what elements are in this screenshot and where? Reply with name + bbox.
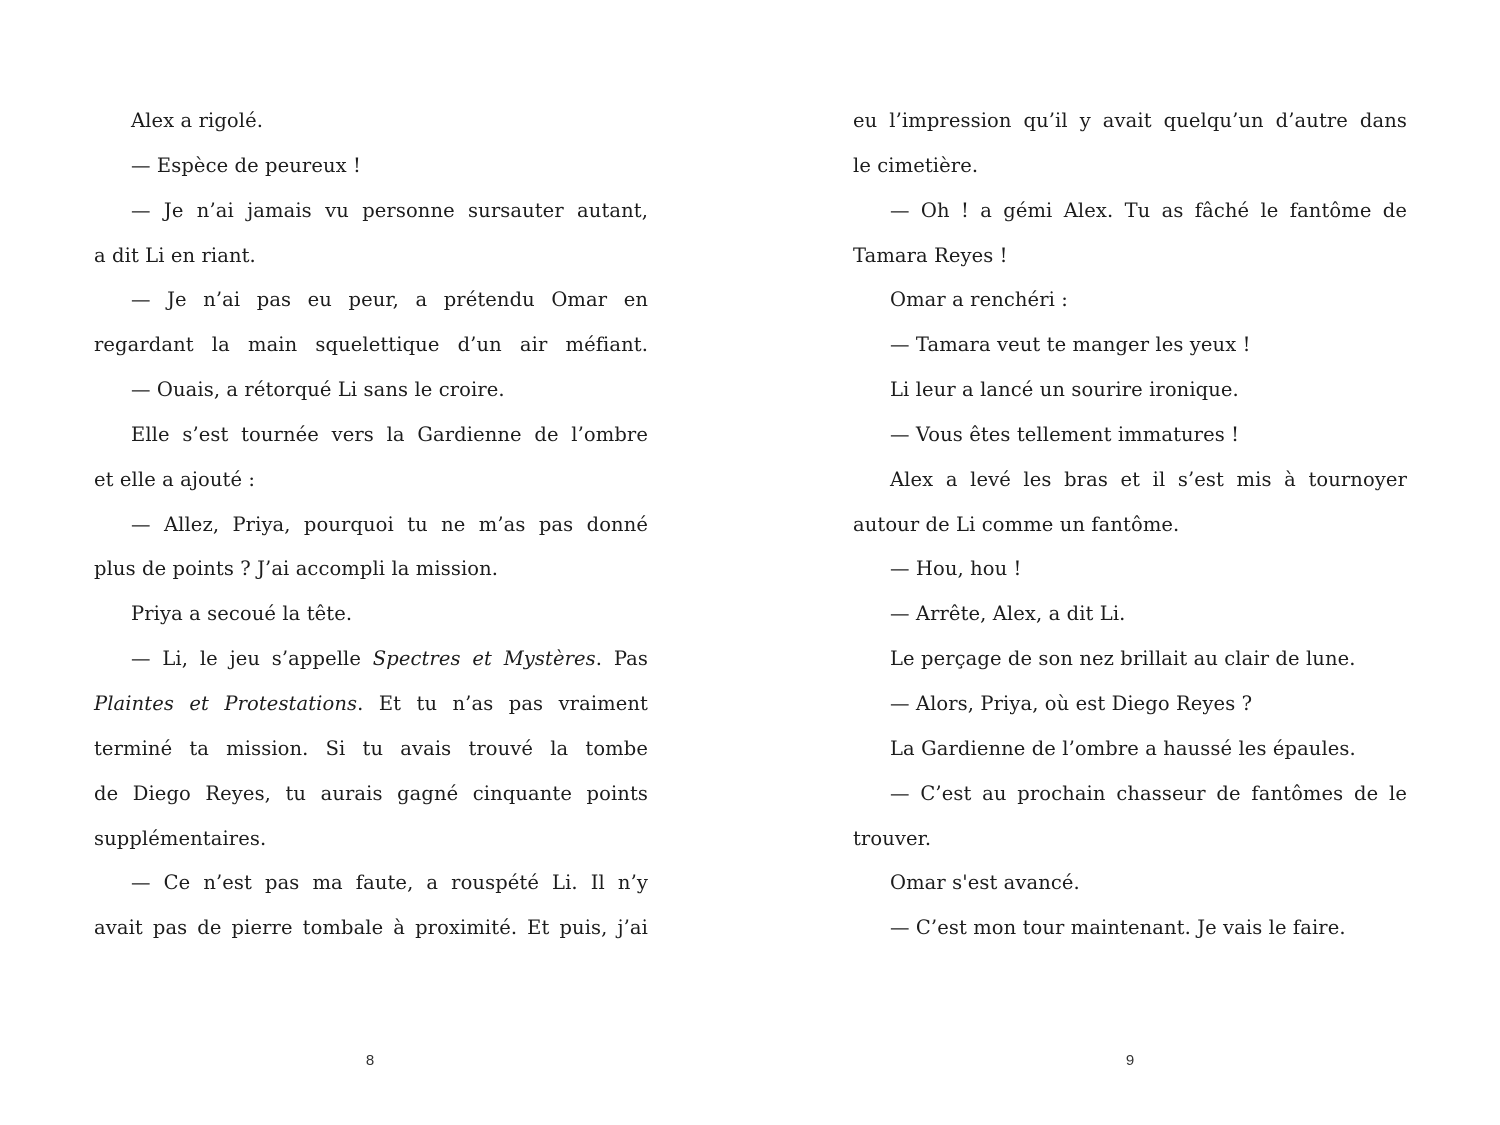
text-line: — Je n’ai jamais vu personne sursauter autant, xyxy=(131,198,648,222)
text-span: — Li, le jeu s’appelle xyxy=(131,647,373,671)
text-line: de Diego Reyes, tu aurais gagné cinquante points xyxy=(94,781,648,805)
text-line: — C’est au prochain chasseur de fantômes de le xyxy=(890,781,1407,805)
text-line: trouver. xyxy=(853,826,932,850)
text-line: Omar s'est avancé. xyxy=(890,871,1080,895)
text-line: — Arrête, Alex, a dit Li. xyxy=(890,602,1126,626)
text-line: supplémentaires. xyxy=(94,826,267,850)
text-line: Alex a rigolé. xyxy=(131,109,264,132)
text-line: le cimetière. xyxy=(853,153,979,177)
text-line: La Gardienne de l’ombre a haussé les épaules. xyxy=(890,736,1356,760)
text-line: — Je n’ai pas eu peur, a prétendu Omar en xyxy=(131,288,648,312)
text-line: — Tamara veut te manger les yeux ! xyxy=(890,333,1251,357)
text-line: Alex a levé les bras et il s’est mis à tournoyer xyxy=(890,467,1407,491)
text-line: Elle s’est tournée vers la Gardienne de l’ombre xyxy=(131,422,648,446)
page-number: 8 xyxy=(365,1052,375,1069)
text-line: terminé ta mission. Si tu avais trouvé la tombe xyxy=(94,736,648,760)
text-line: regardant la main squelettique d’un air méfiant. xyxy=(94,333,648,357)
text-line: — Ce n’est pas ma faute, a rouspété Li. Il n’y xyxy=(131,871,648,895)
text-line: — Espèce de peureux ! xyxy=(131,153,361,177)
text-line: — Vous êtes tellement immatures ! xyxy=(890,422,1240,446)
text-line: eu l’impression qu’il y avait quelqu’un d’autre dans xyxy=(853,109,1407,132)
right-page-text xyxy=(853,99,1407,951)
text-line: — Hou, hou ! xyxy=(890,557,1022,581)
game-title-italic: Spectres et Mystères xyxy=(372,647,596,671)
text-line: plus de points ? J’ai accompli la mission. xyxy=(94,557,499,581)
text-line: — C’est mon tour maintenant. Je vais le faire. xyxy=(890,916,1346,940)
text-line: Omar a renchéri : xyxy=(890,288,1068,312)
text-line: Priya a secoué la tête. xyxy=(131,602,353,626)
text-line: Tamara Reyes ! xyxy=(853,243,1008,267)
text-span: . Pas xyxy=(595,647,648,671)
text-line xyxy=(94,682,648,727)
text-line: — Alors, Priya, où est Diego Reyes ? xyxy=(890,691,1253,715)
text-line: — Ouais, a rétorqué Li sans le croire. xyxy=(131,378,505,402)
text-line: Le perçage de son nez brillait au clair de lune. xyxy=(890,647,1356,671)
text-line: Li leur a lancé un sourire ironique. xyxy=(890,378,1239,402)
text-span: . Et tu n’as pas vraiment xyxy=(357,691,648,715)
text-line: autour de Li comme un fantôme. xyxy=(853,512,1180,536)
italic-phrase: Plaintes et Protestations xyxy=(94,691,358,715)
left-page-text xyxy=(94,99,648,951)
text-line xyxy=(94,637,648,682)
text-line: a dit Li en riant. xyxy=(94,243,256,267)
text-line: et elle a ajouté : xyxy=(94,467,256,491)
text-line: — Allez, Priya, pourquoi tu ne m’as pas donné xyxy=(131,512,648,536)
text-line: — Oh ! a gémi Alex. Tu as fâché le fantôme de xyxy=(890,198,1407,222)
right-page xyxy=(750,0,1500,1125)
text-line: avait pas de pierre tombale à proximité. Et puis, j’ai xyxy=(94,916,648,940)
page-number: 9 xyxy=(1125,1052,1135,1069)
